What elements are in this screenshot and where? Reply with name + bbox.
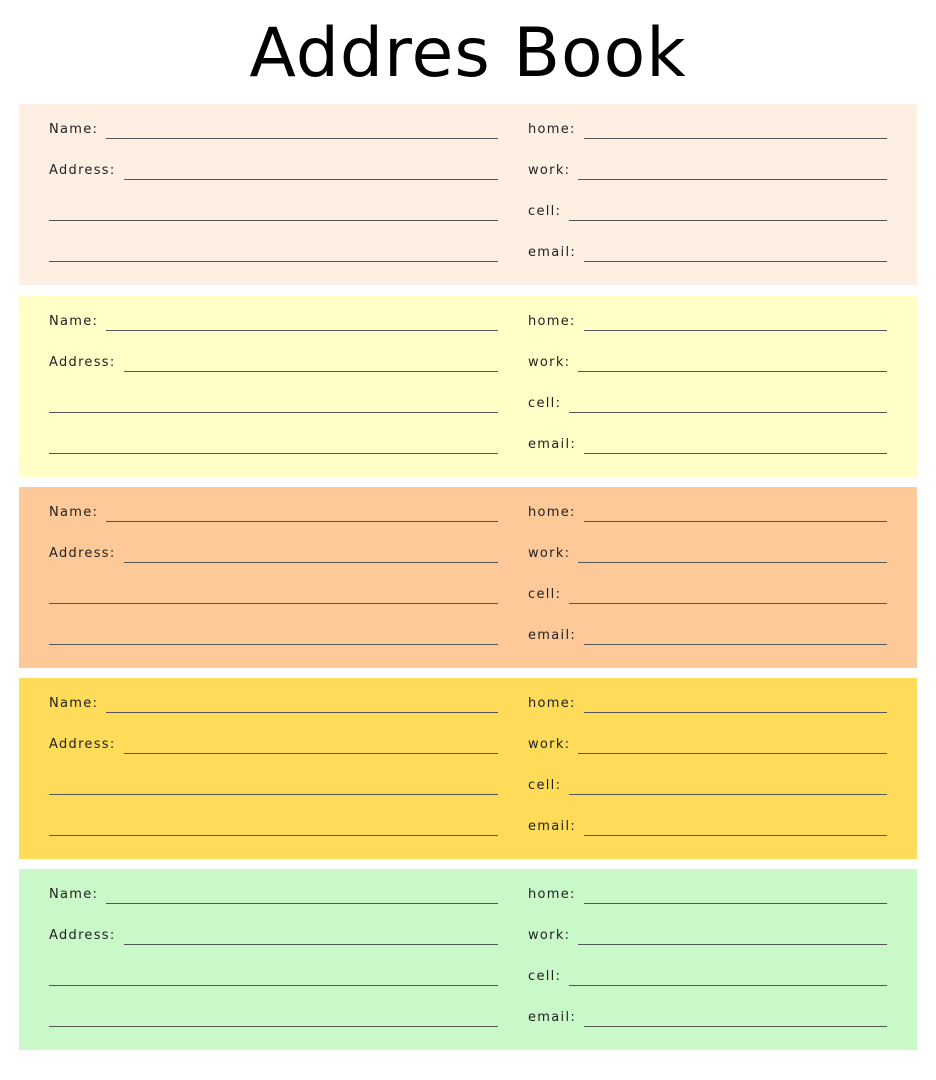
address-label: Address: [49, 928, 116, 943]
home-phone-label: home: [528, 505, 576, 520]
address-line-2-field [49, 199, 498, 221]
address-write-line[interactable] [124, 356, 498, 372]
email-field [528, 623, 887, 645]
address-line-3-field [49, 814, 498, 836]
home-phone-write-line[interactable] [584, 315, 887, 331]
cell-phone-field [528, 199, 887, 221]
address-label: Address: [49, 737, 116, 752]
cell-phone-field [528, 964, 887, 986]
work-phone-label: work: [528, 355, 571, 370]
page-title: Addres Book [249, 14, 687, 93]
email-write-line[interactable] [584, 629, 887, 645]
home-phone-label: home: [528, 314, 576, 329]
address-write-line[interactable] [124, 164, 498, 180]
work-phone-field [528, 541, 887, 563]
work-phone-field [528, 158, 887, 180]
work-phone-label: work: [528, 737, 571, 752]
email-label: email: [528, 819, 577, 834]
email-write-line[interactable] [584, 438, 887, 454]
email-field [528, 432, 887, 454]
name-write-line[interactable] [106, 123, 498, 139]
work-phone-write-line[interactable] [578, 738, 887, 754]
cell-phone-write-line[interactable] [569, 588, 887, 604]
address-line-2-write-line[interactable] [49, 970, 498, 986]
work-phone-field [528, 732, 887, 754]
cell-phone-write-line[interactable] [569, 397, 887, 413]
home-phone-field [528, 117, 887, 139]
address-entry-card [19, 869, 917, 1050]
work-phone-label: work: [528, 928, 571, 943]
name-label: Name: [49, 505, 99, 520]
email-label: email: [528, 628, 577, 643]
address-line-2-write-line[interactable] [49, 779, 498, 795]
name-write-line[interactable] [106, 697, 498, 713]
address-label: Address: [49, 546, 116, 561]
cell-phone-label: cell: [528, 587, 562, 602]
address-field [49, 923, 498, 945]
address-line-2-field [49, 582, 498, 604]
home-phone-field [528, 882, 887, 904]
cell-phone-write-line[interactable] [569, 970, 887, 986]
cell-phone-field [528, 773, 887, 795]
address-write-line[interactable] [124, 738, 498, 754]
address-line-3-field [49, 623, 498, 645]
name-label: Name: [49, 696, 99, 711]
email-write-line[interactable] [584, 1011, 887, 1027]
home-phone-write-line[interactable] [584, 697, 887, 713]
home-phone-write-line[interactable] [584, 506, 887, 522]
home-phone-label: home: [528, 122, 576, 137]
address-line-2-field [49, 964, 498, 986]
cell-phone-write-line[interactable] [569, 205, 887, 221]
email-write-line[interactable] [584, 820, 887, 836]
address-line-2-write-line[interactable] [49, 205, 498, 221]
address-line-2-write-line[interactable] [49, 397, 498, 413]
address-write-line[interactable] [124, 929, 498, 945]
work-phone-write-line[interactable] [578, 164, 887, 180]
name-field [49, 309, 498, 331]
address-field [49, 732, 498, 754]
address-entry-card [19, 104, 917, 285]
address-line-3-write-line[interactable] [49, 629, 498, 645]
name-field [49, 882, 498, 904]
home-phone-field [528, 309, 887, 331]
home-phone-write-line[interactable] [584, 123, 887, 139]
address-entry-card [19, 678, 917, 859]
work-phone-label: work: [528, 163, 571, 178]
address-label: Address: [49, 163, 116, 178]
cell-phone-label: cell: [528, 396, 562, 411]
address-field [49, 350, 498, 372]
email-field [528, 1005, 887, 1027]
name-field [49, 500, 498, 522]
address-field [49, 158, 498, 180]
cell-phone-label: cell: [528, 969, 562, 984]
home-phone-field [528, 500, 887, 522]
address-entry-card [19, 487, 917, 668]
address-line-3-field [49, 240, 498, 262]
email-label: email: [528, 1010, 577, 1025]
name-write-line[interactable] [106, 315, 498, 331]
cell-phone-label: cell: [528, 778, 562, 793]
address-entry-card [19, 296, 917, 477]
name-field [49, 117, 498, 139]
home-phone-field [528, 691, 887, 713]
work-phone-write-line[interactable] [578, 547, 887, 563]
name-label: Name: [49, 887, 99, 902]
address-line-2-field [49, 773, 498, 795]
address-line-3-write-line[interactable] [49, 246, 498, 262]
home-phone-label: home: [528, 887, 576, 902]
address-line-2-field [49, 391, 498, 413]
address-line-3-field [49, 432, 498, 454]
address-field [49, 541, 498, 563]
name-field [49, 691, 498, 713]
name-write-line[interactable] [106, 506, 498, 522]
home-phone-write-line[interactable] [584, 888, 887, 904]
cell-phone-label: cell: [528, 204, 562, 219]
work-phone-write-line[interactable] [578, 356, 887, 372]
email-field [528, 814, 887, 836]
address-line-3-write-line[interactable] [49, 820, 498, 836]
home-phone-label: home: [528, 696, 576, 711]
address-write-line[interactable] [124, 547, 498, 563]
email-label: email: [528, 245, 577, 260]
address-line-2-write-line[interactable] [49, 588, 498, 604]
work-phone-field [528, 923, 887, 945]
name-label: Name: [49, 122, 99, 137]
cell-phone-field [528, 582, 887, 604]
name-write-line[interactable] [106, 888, 498, 904]
email-label: email: [528, 437, 577, 452]
cell-phone-write-line[interactable] [569, 779, 887, 795]
work-phone-field [528, 350, 887, 372]
work-phone-label: work: [528, 546, 571, 561]
address-line-3-write-line[interactable] [49, 438, 498, 454]
cell-phone-field [528, 391, 887, 413]
email-field [528, 240, 887, 262]
email-write-line[interactable] [584, 246, 887, 262]
name-label: Name: [49, 314, 99, 329]
address-label: Address: [49, 355, 116, 370]
work-phone-write-line[interactable] [578, 929, 887, 945]
address-line-3-field [49, 1005, 498, 1027]
address-line-3-write-line[interactable] [49, 1011, 498, 1027]
